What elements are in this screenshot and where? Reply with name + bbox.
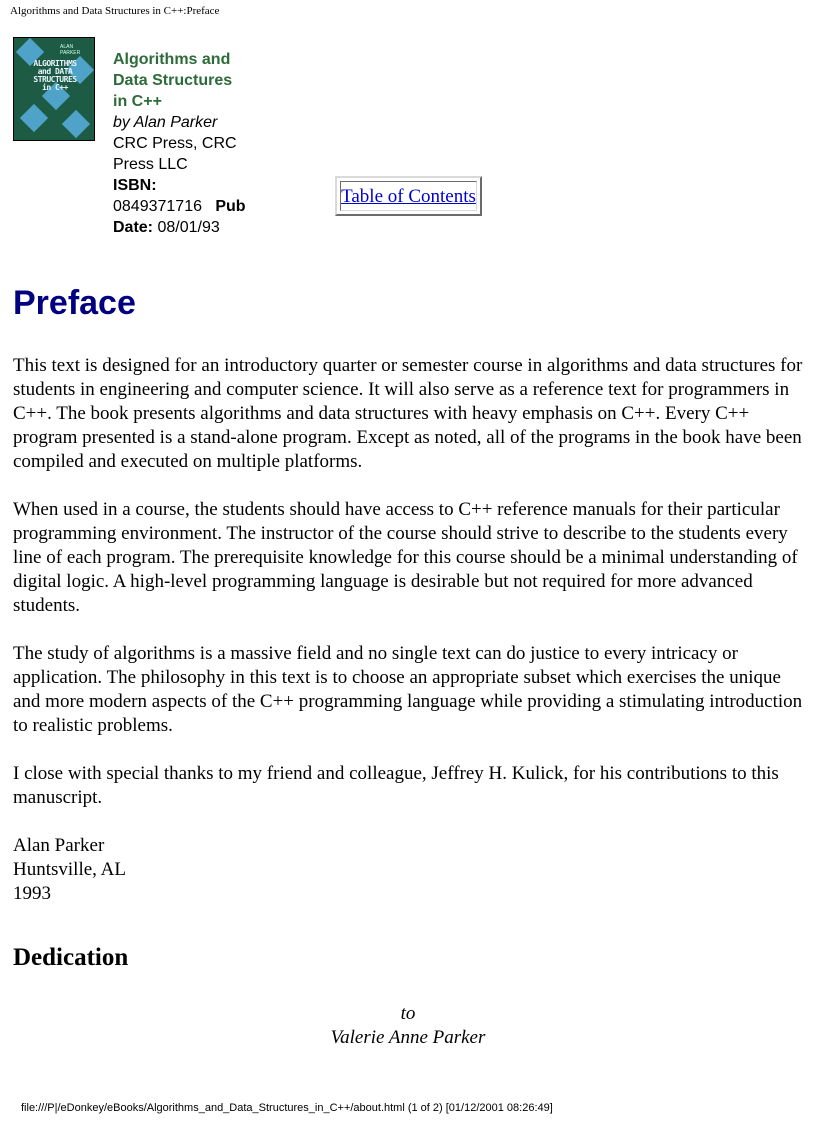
preface-paragraph: The study of algorithms is a massive field and no single text can do justice to every intricacy or application. The philosophy in this text is to choose an appropriate subset which exercises the unique and more modern aspects of the C++ programming language while providing a stimulating introduction to realistic problems. — [13, 643, 803, 736]
pubdate-value: 08/01/93 — [157, 219, 220, 236]
dedication-line-name: Valerie Anne Parker — [330, 1027, 486, 1048]
isbn-label: ISBN: — [113, 177, 157, 194]
page-header: Algorithms and Data Structures in C++:Preface — [10, 5, 220, 17]
dedication-heading: Dedication — [13, 944, 129, 971]
preface-heading: Preface — [13, 284, 136, 322]
preface-body — [13, 354, 808, 930]
book-cover-image — [13, 37, 95, 141]
signature-block — [13, 834, 808, 906]
preface-paragraph: When used in a course, the students should have access to C++ reference manuals for their particular programming environment. The instructor of the course should strive to describe to the students every line of each program. The prerequisite knowledge for this course should be a minimal understanding of digital logic. A high-level programming language is desirable but not required for more advanced students. — [13, 499, 798, 616]
signature-name: Alan Parker — [13, 835, 105, 856]
book-author: by Alan Parker — [113, 114, 218, 131]
pubdate-label: Pub Date: — [113, 198, 246, 236]
book-metadata — [113, 49, 246, 238]
book-title: Algorithms and Data Structures in C++ — [113, 51, 233, 110]
preface-paragraph: I close with special thanks to my friend and colleague, Jeffrey H. Kulick, for his contributions to this manuscript. — [13, 763, 779, 808]
page-footer: file:///P|/eDonkey/eBooks/Algorithms_and_Data_Structures_in_C++/about.html (1 of 2) [01/12/2001 08:26:49] — [21, 1102, 553, 1114]
dedication-line-to: to — [400, 1003, 416, 1024]
dedication-text — [0, 1002, 816, 1050]
cover-title-text: ALGORITHMS and DATA STRUCTURES in C++ — [33, 59, 77, 92]
preface-paragraph: This text is designed for an introductory quarter or semester course in algorithms and data structures for students in engineering and computer science. It will also serve as a reference text for programmers in C++. The book presents algorithms and data structures with heavy emphasis on C++. Every C++ program presented is a stand-alone program. Except as noted, all of the programs in the book have been compiled and executed on multiple platforms. — [13, 355, 803, 472]
toc-button-frame — [335, 176, 482, 216]
cover-author-text: ALAN PARKER — [60, 44, 81, 56]
isbn-value: 0849371716 — [113, 198, 202, 215]
signature-location: Huntsville, AL — [13, 859, 126, 880]
book-publisher: CRC Press, CRC Press LLC — [113, 135, 237, 173]
book-isbn-line — [113, 175, 246, 238]
signature-year: 1993 — [13, 883, 51, 904]
table-of-contents-link[interactable]: Table of Contents — [341, 186, 476, 207]
